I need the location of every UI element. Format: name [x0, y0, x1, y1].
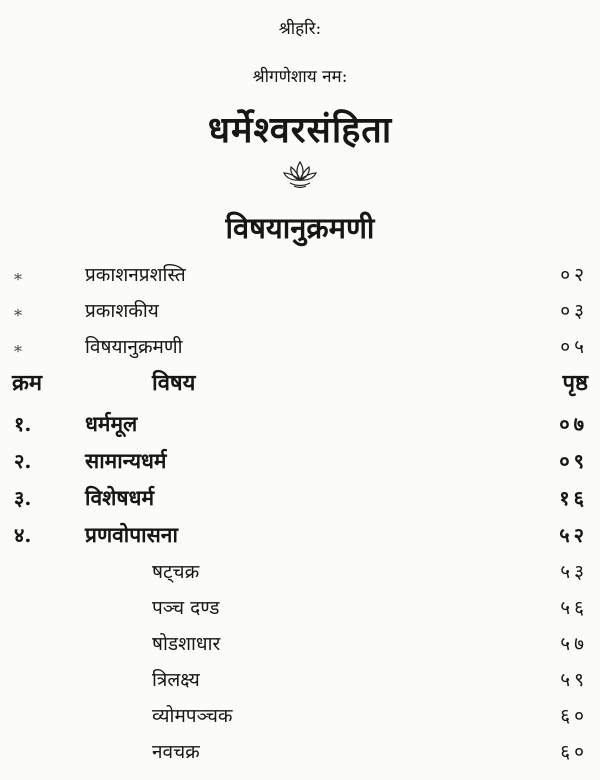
subsection-row[interactable] — [0, 633, 600, 669]
subsection-row[interactable] — [0, 597, 600, 633]
entry-title: प्रकाशकीय — [85, 300, 159, 322]
page-number: ०७ — [559, 412, 588, 436]
invocation-shrihari: श्रीहरि: — [278, 19, 322, 39]
subsection-title: त्रिलक्ष्य — [152, 669, 200, 691]
chapter-title: प्रणवोपासना — [85, 522, 178, 547]
bullet-marker: * — [14, 342, 22, 361]
chapter-number: २. — [14, 449, 32, 473]
chapter-number: १. — [14, 412, 32, 436]
chapter-title: सामान्यधर्म — [85, 448, 167, 473]
chapter-title: विशेषधर्म — [85, 485, 155, 510]
page-number: ०५ — [560, 336, 588, 358]
subsection-row[interactable] — [0, 705, 600, 741]
subsection-title: नवचक्र — [152, 741, 200, 763]
page-number: ६० — [560, 741, 588, 763]
table-header — [0, 372, 600, 408]
page-number: ०९ — [559, 449, 588, 473]
page-number: ०२ — [560, 264, 588, 286]
page-number: ५६ — [560, 597, 588, 619]
subsection-title: व्योमपञ्चक — [152, 705, 233, 727]
subsection-title: षोडशाधार — [152, 633, 221, 655]
chapter-row[interactable] — [0, 486, 600, 522]
column-header-page: पृष्ठ — [562, 370, 588, 396]
chapter-row[interactable] — [0, 412, 600, 448]
lotus-icon — [282, 158, 318, 190]
chapter-title: धर्ममूल — [85, 411, 138, 436]
subsection-row[interactable] — [0, 669, 600, 705]
page-number: ५२ — [559, 523, 588, 547]
page-number: १६ — [559, 486, 588, 510]
chapter-number: ४. — [14, 523, 32, 547]
entry-title: प्रकाशनप्रशस्ति — [85, 264, 186, 286]
prelim-row[interactable] — [0, 264, 600, 300]
page-number: ५३ — [560, 561, 588, 583]
column-header-vishay: विषय — [152, 370, 196, 396]
subsection-title: पञ्च दण्ड — [152, 597, 220, 619]
subsection-title: षट्चक्र — [152, 561, 200, 583]
page-number: ०३ — [560, 300, 588, 322]
prelim-row[interactable] — [0, 300, 600, 336]
invocation-ganesha: श्रीगणेशाय नम: — [252, 67, 348, 87]
page-number: ५७ — [560, 633, 588, 655]
book-title: धर्मेश्वरसंहिता — [207, 109, 393, 151]
page-number: ६० — [560, 705, 588, 727]
bullet-marker: * — [14, 306, 22, 325]
chapter-row[interactable] — [0, 523, 600, 559]
subsection-row[interactable] — [0, 561, 600, 597]
subsection-row[interactable] — [0, 741, 600, 777]
chapter-row[interactable] — [0, 449, 600, 485]
prelim-row[interactable] — [0, 336, 600, 372]
page-number: ५९ — [560, 669, 588, 691]
column-header-krama: क्रम — [12, 370, 43, 396]
section-title: विषयानुक्रमणी — [225, 211, 375, 245]
bullet-marker: * — [14, 270, 22, 289]
chapter-number: ३. — [14, 486, 32, 510]
entry-title: विषयानुक्रमणी — [85, 336, 183, 358]
